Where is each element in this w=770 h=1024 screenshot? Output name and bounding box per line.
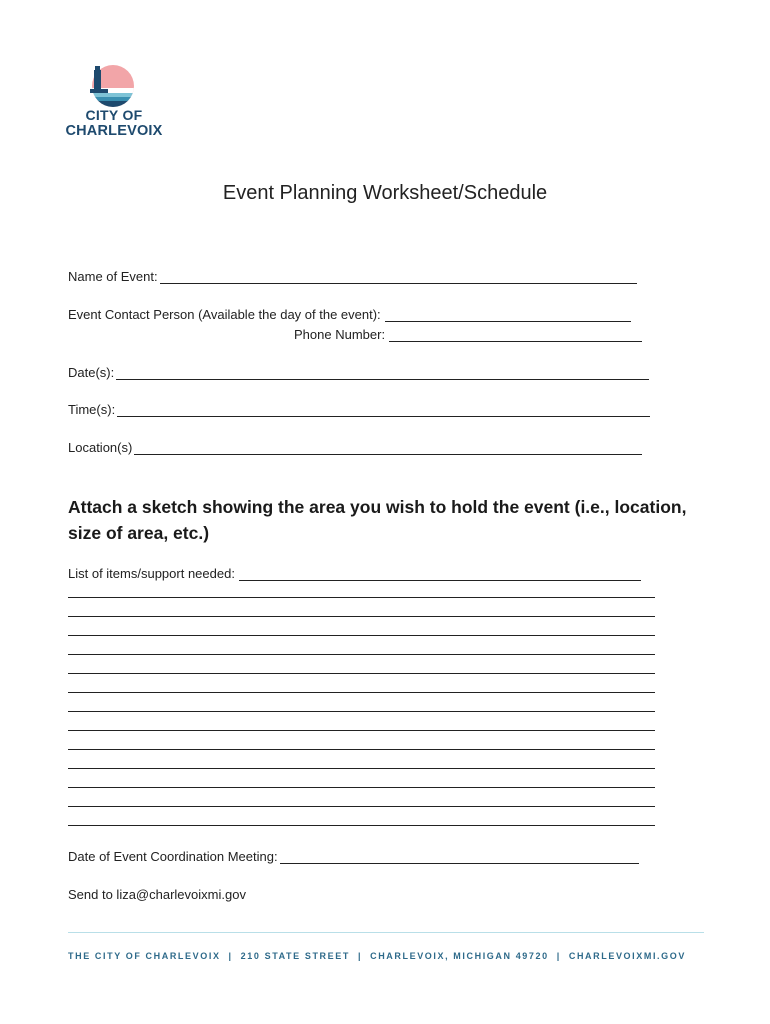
items-blank-line[interactable] (68, 654, 655, 655)
city-of-charlevoix-logo (64, 62, 164, 146)
items-blank-line[interactable] (68, 635, 655, 636)
locations-line[interactable] (134, 440, 642, 455)
items-blank-line[interactable] (68, 597, 655, 598)
send-to-text (68, 884, 246, 902)
logo-charlevoix: CHARLEVOIX (65, 123, 163, 139)
times-line[interactable] (117, 402, 650, 417)
items-support-label: List of items/support needed: (68, 566, 235, 581)
contact-person-line[interactable] (385, 307, 631, 322)
items-support-line[interactable] (239, 566, 641, 581)
footer-separator: | (556, 951, 561, 961)
items-blank-line[interactable] (68, 825, 655, 826)
sketch-instruction-heading: Attach a sketch showing the area you wish to hold the event (i.e., location, size of area, etc.) (68, 497, 687, 543)
send-to-email: Send to liza@charlevoixmi.gov (68, 887, 246, 902)
items-blank-line[interactable] (68, 692, 655, 693)
footer-divider (68, 932, 704, 933)
contact-person-field[interactable] (68, 304, 631, 322)
items-blank-line[interactable] (68, 673, 655, 674)
footer-website: CHARLEVOIXMI.GOV (568, 951, 686, 961)
name-of-event-field[interactable] (68, 266, 637, 284)
dates-line[interactable] (116, 365, 649, 380)
coordination-meeting-field[interactable] (68, 846, 639, 864)
phone-number-field[interactable] (294, 324, 642, 342)
items-blank-line[interactable] (68, 711, 655, 712)
phone-number-label: Phone Number: (294, 327, 386, 342)
items-blank-line[interactable] (68, 616, 655, 617)
phone-number-line[interactable] (389, 327, 642, 342)
times-label: Time(s): (68, 402, 116, 417)
items-support-field[interactable] (68, 563, 641, 581)
footer-separator: | (357, 951, 363, 961)
footer-city-state: CHARLEVOIX, MICHIGAN 49720 (370, 951, 549, 961)
coordination-meeting-line[interactable] (280, 849, 639, 864)
items-blank-line[interactable] (68, 768, 655, 769)
locations-label: Location(s) (68, 440, 133, 455)
items-blank-line[interactable] (68, 730, 655, 731)
items-blank-line[interactable] (68, 806, 655, 807)
items-blank-line[interactable] (68, 787, 655, 788)
dates-field[interactable] (68, 362, 649, 380)
dates-label: Date(s): (68, 365, 115, 380)
items-blank-line[interactable] (68, 749, 655, 750)
name-of-event-label: Name of Event: (68, 269, 158, 284)
times-field[interactable] (68, 399, 650, 417)
lighthouse-emblem-icon (88, 62, 138, 108)
name-of-event-line[interactable] (160, 269, 637, 284)
locations-field[interactable] (68, 437, 642, 455)
coordination-meeting-label: Date of Event Coordination Meeting: (68, 849, 278, 864)
contact-person-label: Event Contact Person (Available the day of the event): (68, 307, 381, 322)
footer-address (68, 951, 708, 961)
logo-city-of: CITY OF (85, 107, 143, 123)
page-title: Event Planning Worksheet/Schedule (222, 182, 548, 204)
footer-street: 210 STATE STREET (240, 951, 350, 961)
footer-city: THE CITY OF CHARLEVOIX (68, 951, 221, 961)
footer-separator: | (228, 951, 233, 961)
